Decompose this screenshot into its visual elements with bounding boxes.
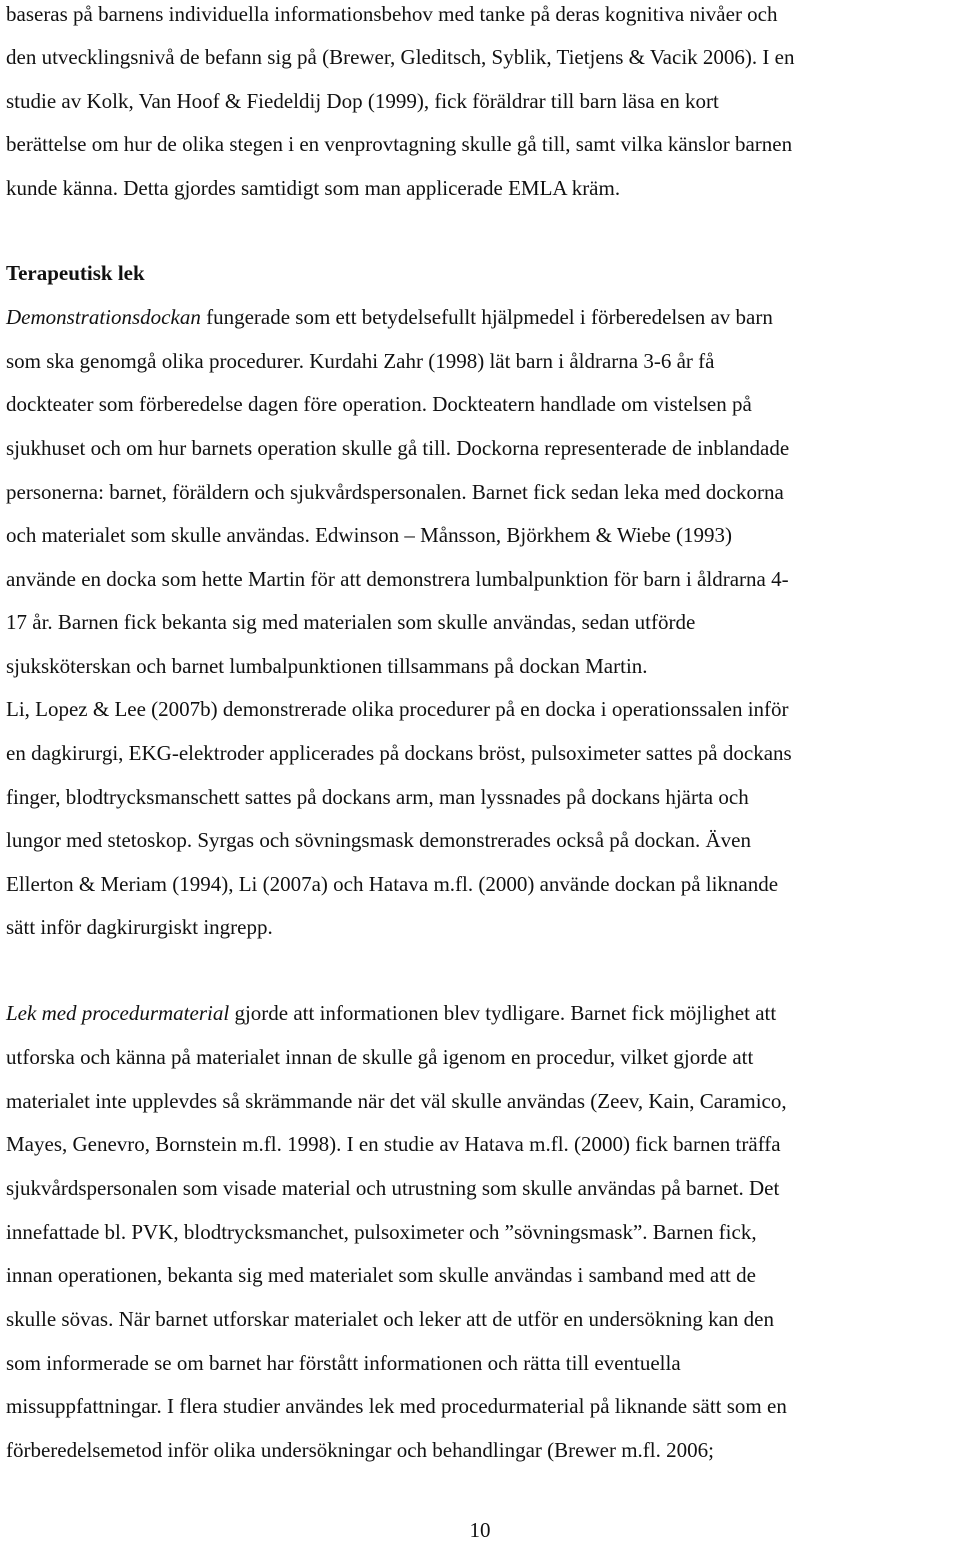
intro-line-2: den utvecklingsnivå de befann sig på (Brewer, Gleditsch, Syblik, Tietjens & Vacik 2006). I en	[6, 45, 795, 69]
p2-line-4: lungor med stetoskop. Syrgas och sövningsmask demonstrerades också på dockan. Även	[6, 828, 751, 852]
intro-line-5: kunde känna. Detta gjordes samtidigt som man applicerade EMLA kräm.	[6, 176, 621, 200]
p1-line-5: personerna: barnet, föräldern och sjukvårdspersonalen. Barnet fick sedan leka med dockorna	[6, 480, 784, 504]
p1-line-1-rest: fungerade som ett betydelsefullt hjälpmedel i förberedelsen av barn	[200, 305, 773, 329]
p1-line-2: som ska genomgå olika procedurer. Kurdahi Zahr (1998) lät barn i åldrarna 3-6 år få	[6, 349, 715, 373]
p3-line-4: Mayes, Genevro, Bornstein m.fl. 1998). I en studie av Hatava m.fl. (2000) fick barnen träffa	[6, 1132, 781, 1156]
p3-line-1	[6, 999, 776, 1027]
p3-line-11: förberedelsemetod inför olika undersökningar och behandlingar (Brewer m.fl. 2006;	[6, 1438, 714, 1462]
p3-line-6: innefattade bl. PVK, blodtrycksmanchet, pulsoximeter och ”sövningsmask”. Barnen fick,	[6, 1220, 757, 1244]
p2-line-2: en dagkirurgi, EKG-elektroder applicerades på dockans bröst, pulsoximeter sattes på dockans	[6, 741, 792, 765]
p3-line-9: som informerade se om barnet har förstått informationen och rätta till eventuella	[6, 1351, 681, 1375]
intro-line-4: berättelse om hur de olika stegen i en venprovtagning skulle gå till, samt vilka känslor barnen	[6, 132, 793, 156]
p3-line-2: utforska och känna på materialet innan de skulle gå igenom en procedur, vilket gjorde att	[6, 1045, 754, 1069]
p3-line-3: materialet inte upplevdes så skrämmande när det väl skulle användas (Zeev, Kain, Caramico,	[6, 1089, 787, 1113]
intro-line-3: studie av Kolk, Van Hoof & Fiedeldij Dop (1999), fick föräldrar till barn läsa en kort	[6, 89, 719, 113]
p3-line-10: missuppfattningar. I flera studier användes lek med procedurmaterial på liknande sätt som en	[6, 1394, 787, 1418]
p1-line-6: och materialet som skulle användas. Edwinson – Månsson, Björkhem & Wiebe (1993)	[6, 523, 733, 547]
p2-line-1: Li, Lopez & Lee (2007b) demonstrerade olika procedurer på en docka i operationssalen inför	[6, 697, 789, 721]
p1-italic-term: Demonstrationsdockan	[6, 305, 201, 329]
intro-line-1: baseras på barnens individuella informationsbehov med tanke på deras kognitiva nivåer och	[6, 2, 778, 26]
p3-line-1-rest: gjorde att informationen blev tydligare. Barnet fick möjlighet att	[229, 1001, 777, 1025]
p2-line-5: Ellerton & Meriam (1994), Li (2007a) och Hatava m.fl. (2000) använde dockan på liknande	[6, 872, 779, 896]
p1-line-9: sjuksköterskan och barnet lumbalpunktionen tillsammans på dockan Martin.	[6, 654, 648, 678]
p2-line-6: sätt inför dagkirurgiskt ingrepp.	[6, 915, 273, 939]
p3-line-8: skulle sövas. När barnet utforskar materialet och leker att de utför en undersökning kan den	[6, 1307, 774, 1331]
p3-line-7: innan operationen, bekanta sig med materialet som skulle användas i samband med att de	[6, 1263, 756, 1287]
page-number: 10	[469, 1518, 491, 1542]
p1-line-7: använde en docka som hette Martin för att demonstrera lumbalpunktion för barn i åldrarna 4-	[6, 567, 789, 591]
p3-italic-term: Lek med procedurmaterial	[6, 1001, 230, 1025]
p3-line-5: sjukvårdspersonalen som visade material och utrustning som skulle användas på barnet. Det	[6, 1176, 780, 1200]
p2-line-3: finger, blodtrycksmanschett sattes på dockans arm, man lyssnades på dockans hjärta och	[6, 785, 749, 809]
p1-line-3: dockteater som förberedelse dagen före operation. Dockteatern handlade om vistelsen på	[6, 392, 752, 416]
p1-line-1	[6, 303, 773, 331]
p1-line-8: 17 år. Barnen fick bekanta sig med materialen som skulle användas, sedan utförde	[6, 610, 696, 634]
section-heading: Terapeutisk lek	[6, 261, 145, 285]
p1-line-4: sjukhuset och om hur barnets operation skulle gå till. Dockorna representerade de inblandade	[6, 436, 790, 460]
